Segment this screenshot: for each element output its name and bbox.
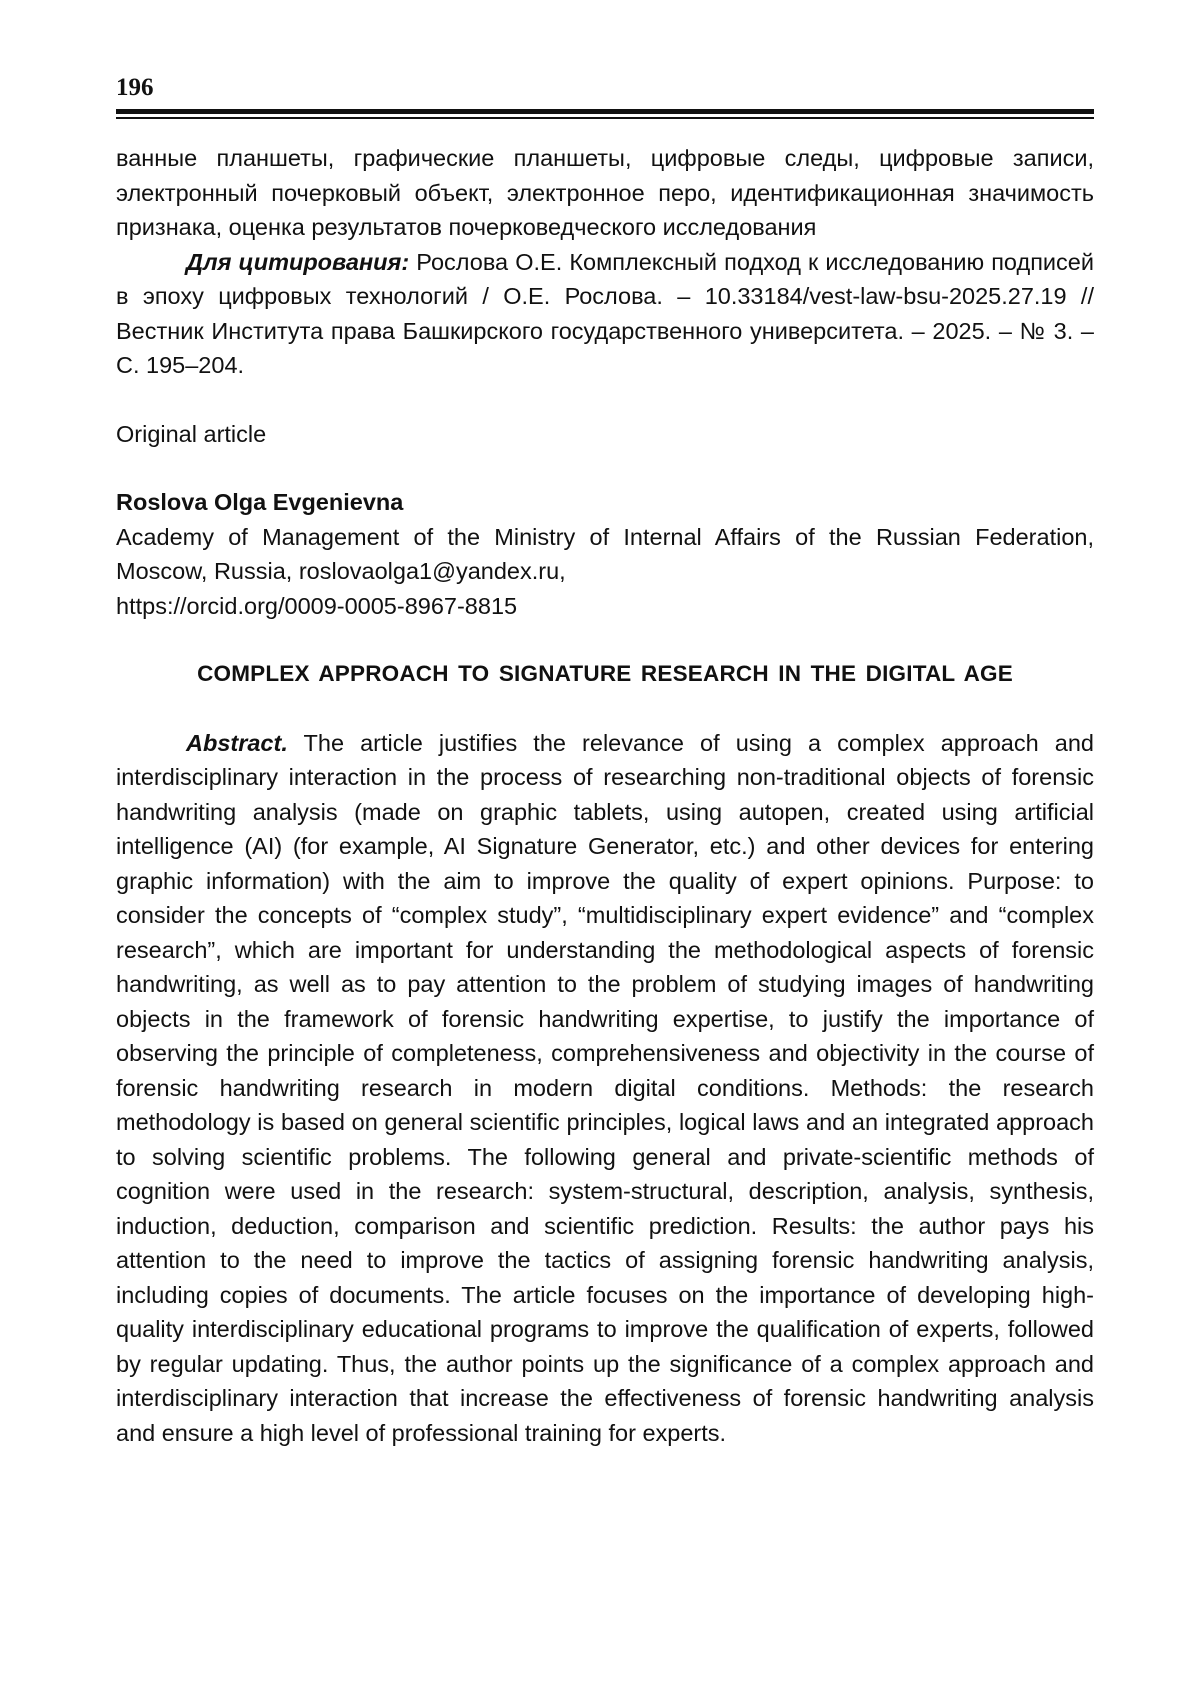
header-rule-thick xyxy=(116,109,1094,114)
article-type: Original article xyxy=(116,420,267,447)
abstract-label: Abstract. xyxy=(186,729,288,756)
header-rule-thin xyxy=(116,117,1094,119)
citation-paragraph xyxy=(116,245,1094,383)
ru-keywords-tail: ванные планшеты, графические планшеты, цифровые следы, цифровые записи, электронный почерковый объект, электронное перо, идентификационная значимость признака, оценка результатов почерковедческого исследования xyxy=(116,145,1094,240)
page-number: 196 xyxy=(116,74,154,101)
citation-label: Для цитирования: xyxy=(186,248,410,275)
abstract-text: The article justifies the relevance of using a complex approach and interdisciplinary interaction in the process of researching non-traditional objects of forensic handwriting analysis (made on graphic tablets, using autopen, created using artificial intelligence (AI) (for example, AI Signature Generator, etc.) and other devices for entering graphic information) with the aim to improve the quality of expert opinions. Purpose: to consider the concepts of “complex study”, “multidisciplinary expert evidence” and “complex research”, which are important for understanding the methodological aspects of forensic handwriting, as well as to pay attention to the problem of studying images of handwriting objects in the framework of forensic handwriting expertise, to justify the importance of observing the principle of completeness, comprehensiveness and objectivity in the course of forensic handwriting research in modern digital conditions. Methods: the research methodology is based on general scientific principles, logical laws and an integrated approach to solving scientific problems. The following general and private-scientific methods of cognition were used in the research: system-structural, description, analysis, synthesis, induction, deduction, comparison and scientific prediction. Results: the author pays his attention to the need to improve the tactics of assigning forensic handwriting analysis, including copies of documents. The article focuses on the importance of developing high-quality interdisciplinary educational programs to improve the qualification of experts, followed by regular updating. Thus, the author points up the significance of a complex approach and interdisciplinary interaction that increase the effectiveness of forensic handwriting analysis and ensure a high level of professional training for experts. xyxy=(116,729,1094,1446)
author-name: Roslova Olga Evgenievna xyxy=(116,489,404,515)
page-content xyxy=(116,141,1094,1450)
author-affiliation: Academy of Management of the Ministry of Internal Affairs of the Russian Federation, Moscow, Russia, roslovaolga1@yandex.ru, xyxy=(116,523,1094,584)
abstract-paragraph xyxy=(116,726,1094,1451)
author-orcid: https://orcid.org/0009-0005-8967-8815 xyxy=(116,592,518,619)
citation-text: Рослова О.Е. Комплексный подход к исследованию подписей в эпоху цифровых технологий / О.Е. Рослова. – 10.33184/vest-law-bsu-2025.27.19 // Вестник Института права Башкирского государственного университета. – 2025. – № 3. – С. 195–204. xyxy=(116,248,1094,378)
article-title: COMPLEX APPROACH TO SIGNATURE RESEARCH IN THE DIGITAL AGE xyxy=(197,661,1013,686)
